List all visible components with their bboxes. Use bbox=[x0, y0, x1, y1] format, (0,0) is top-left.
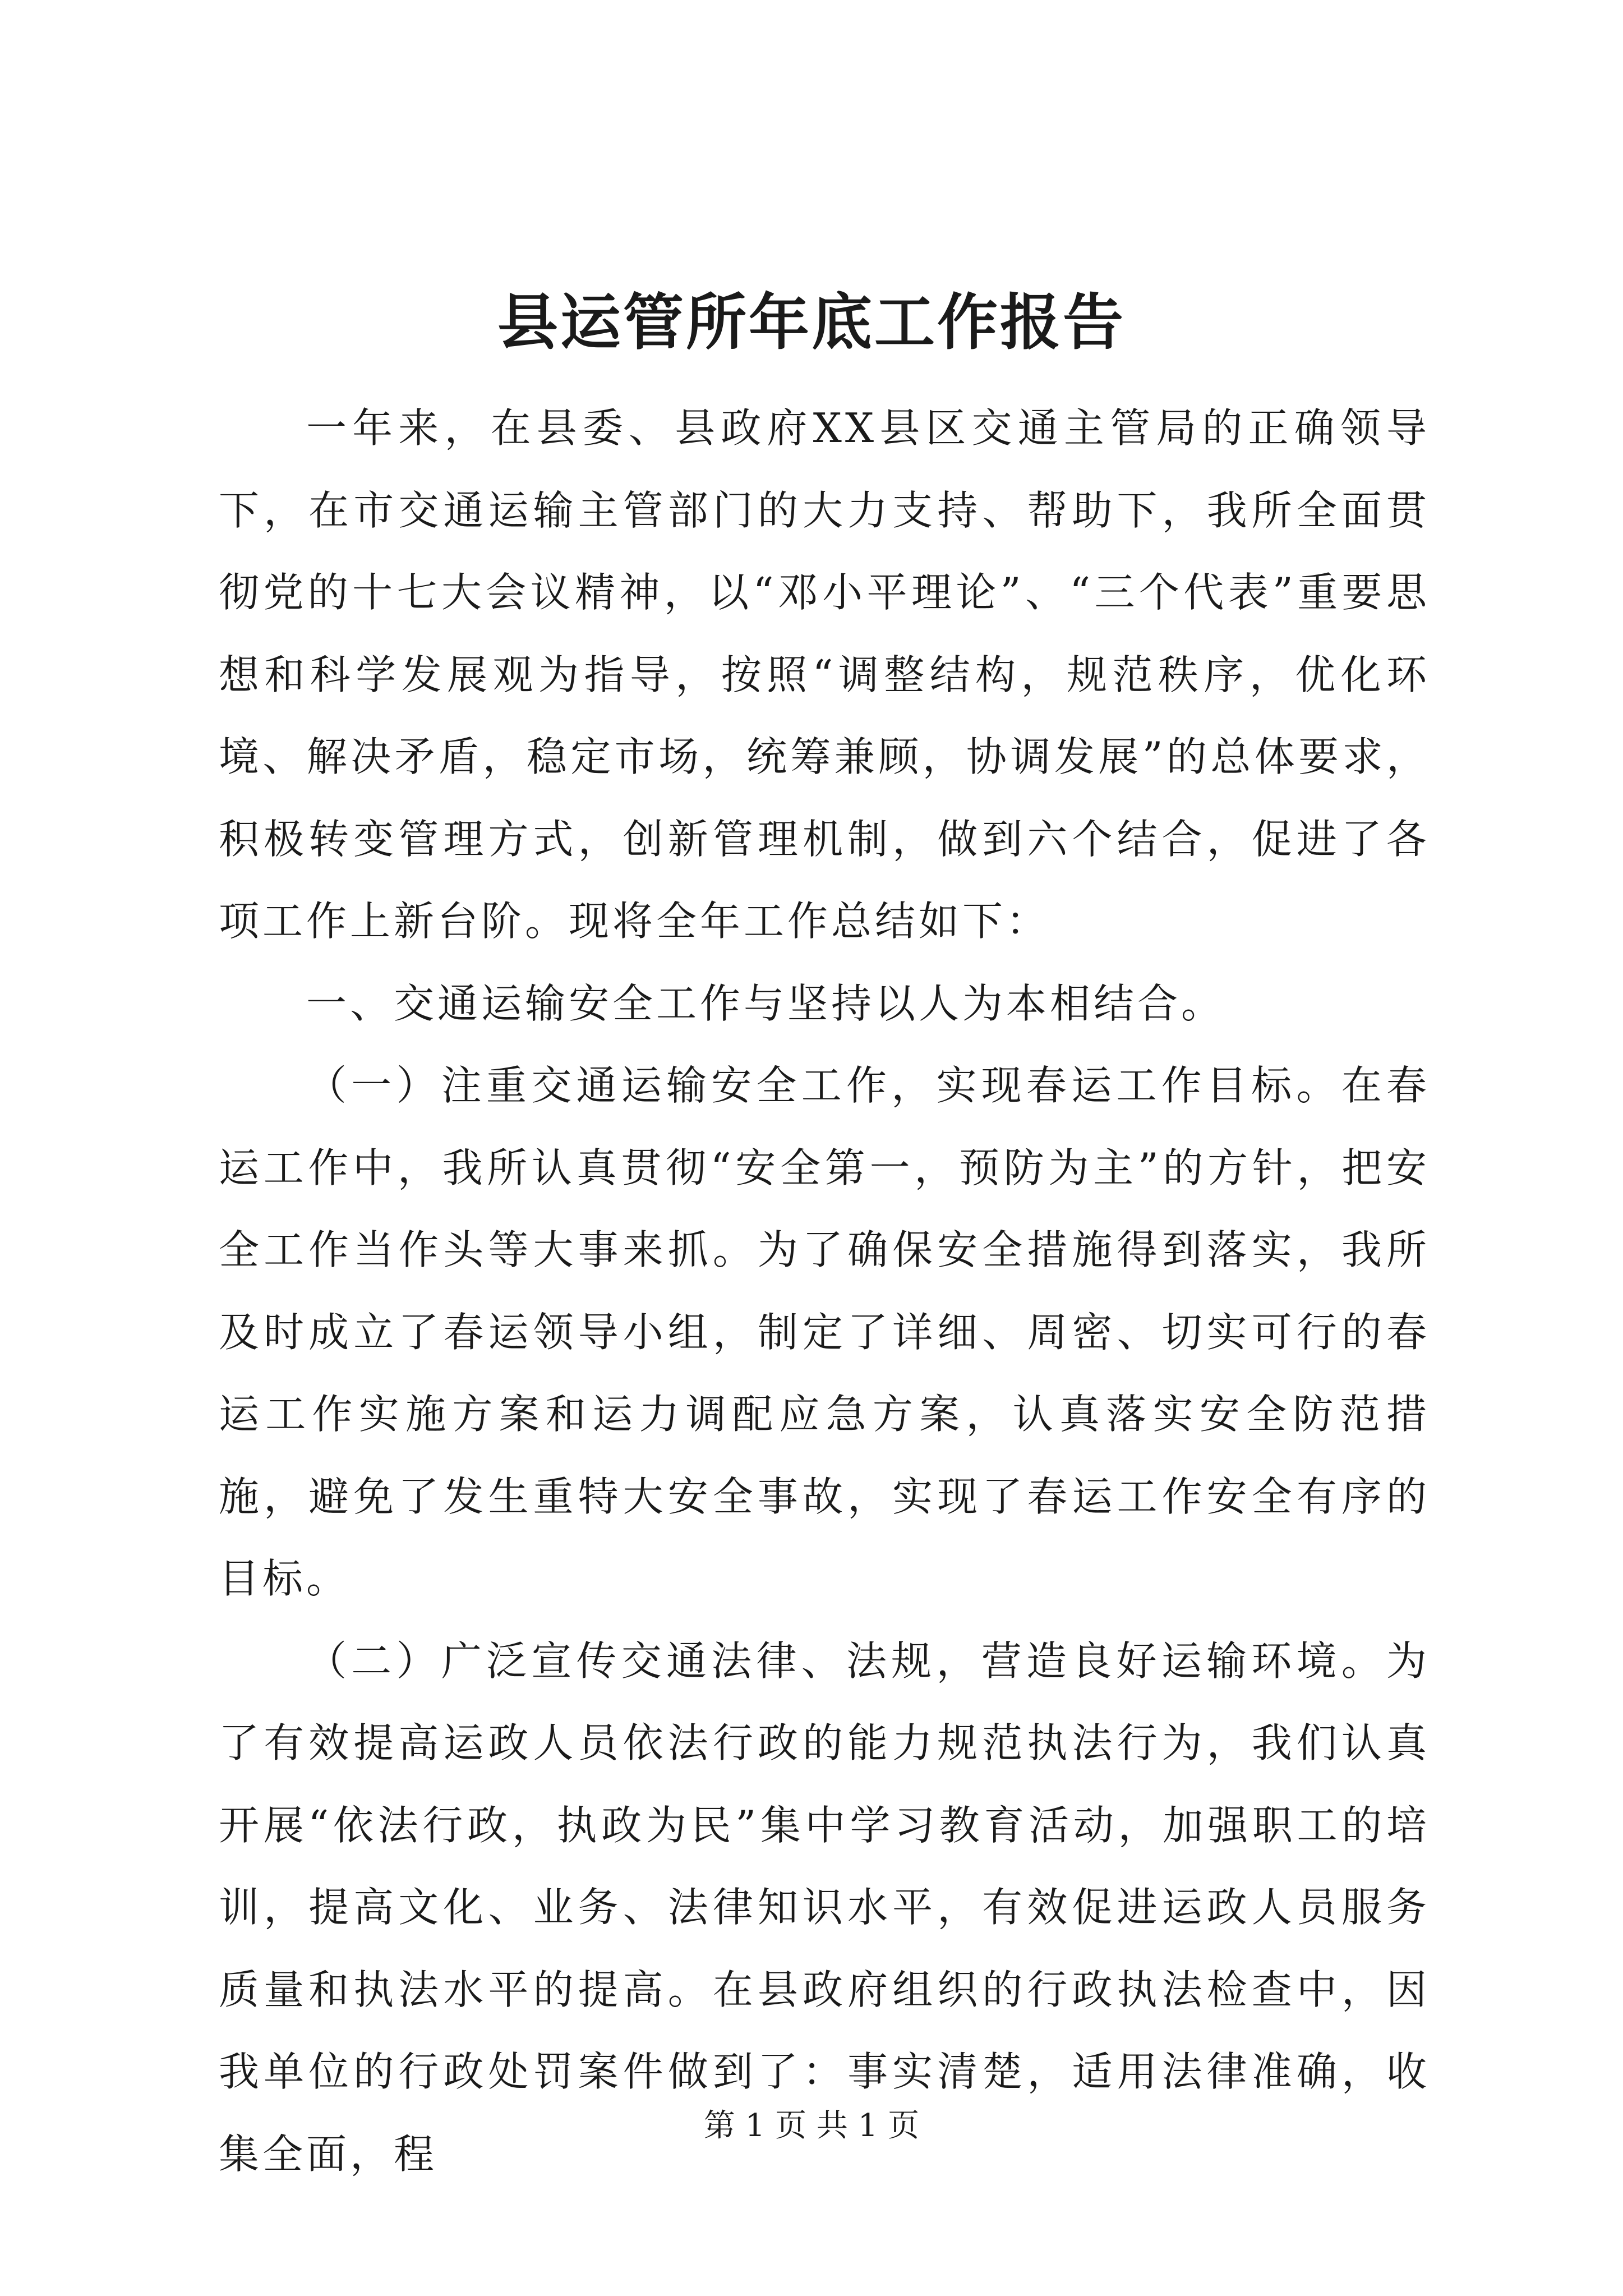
page-footer: 第 1 页 共 1 页 bbox=[703, 2108, 920, 2144]
document-body bbox=[219, 387, 1430, 2195]
paragraph-subsection-2: （二）广泛宣传交通法律、法规，营造良好运输环境。为了有效提高运政人员依法行政的能力规范执法行为，我们认真开展“依法行政，执政为民”集中学习教育活动，加强职工的培训，提高文化、业务、法律知识水平，有效促进运政人员服务质量和执法水平的提高。在县政府组织的行政执法检查中，因我单位的行政处罚案件做到了：事实清楚，适用法律准确，收集全面，程 bbox=[219, 1637, 1430, 2178]
paragraph-subsection-1: （一）注重交通运输安全工作，实现春运工作目标。在春运工作中，我所认真贯彻“安全第一，预防为主”的方针，把安全工作当作头等大事来抓。为了确保安全措施得到落实，我所及时成立了春运领导小组，制定了详细、周密、切实可行的春运工作实施方案和运力调配应急方案，认真落实安全防范措施，避免了发生重特大安全事故，实现了春运工作安全有序的目标。 bbox=[219, 1062, 1430, 1602]
paragraph-intro: 一年来，在县委、县政府XX县区交通主管局的正确领导下，在市交通运输主管部门的大力支持、帮助下，我所全面贯彻党的十七大会议精神，以“邓小平理论”、“三个代表”重要思想和科学发展观为指导，按照“调整结构，规范秩序，优化环境、解决矛盾，稳定市场，统筹兼顾，协调发展”的总体要求，积极转变管理方式，创新管理机制，做到六个结合，促进了各项工作上新台阶。现将全年工作总结如下： bbox=[219, 404, 1430, 945]
paragraph-section-heading: 一、交通运输安全工作与坚持以人为本相结合。 bbox=[306, 979, 1225, 1027]
document-title: 县运管所年底工作报告 bbox=[497, 287, 1126, 358]
